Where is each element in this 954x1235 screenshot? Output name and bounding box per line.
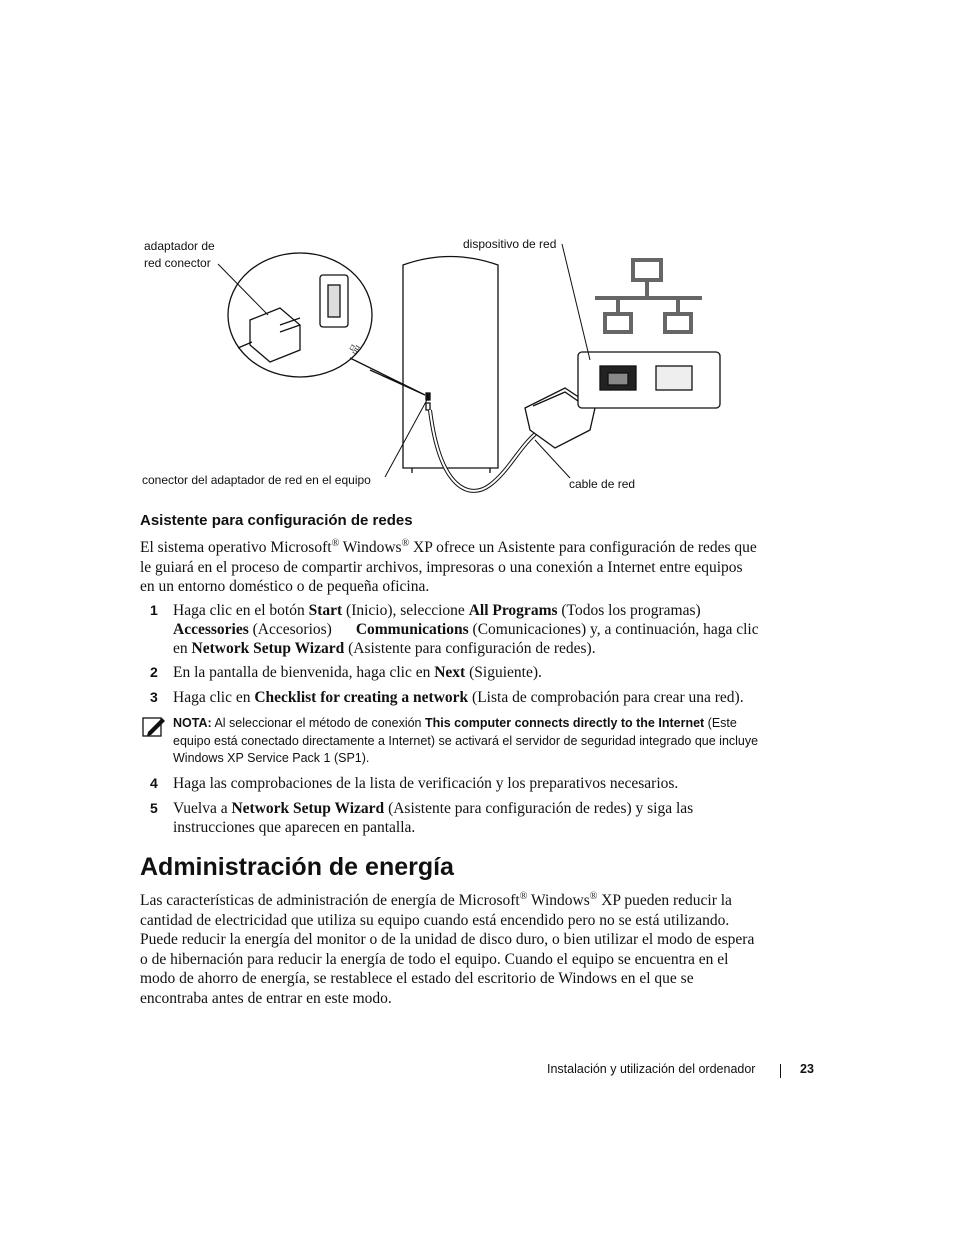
network-diagram-figure (140, 230, 740, 510)
power-paragraph: Las características de administración de energía de Microsoft® Windows® XP pueden reducir la cantidad de electricidad que utiliza su equipo cuando está encendido pero no se está utilizando. Puede reducir la energía del monitor o de la unidad de disco duro, o bien utilizar el modo de espera o de hibernación para reducir la energía de todo el equipo. Cuando el equipo se encuentra en el modo de ahorro de energía, se restablece el estado del escritorio de Windows en el que se encontraba antes de entrar en este modo. (140, 890, 755, 1007)
section-heading-wizard: Asistente para configuración de redes (140, 512, 413, 529)
note-label: NOTA: (173, 716, 212, 730)
label-adapter-line2: red conector (144, 256, 211, 270)
network-device-box (578, 352, 720, 408)
step-number: 1 (150, 602, 158, 618)
label-cable: cable de red (569, 477, 636, 491)
footer-title: Instalación y utilización del ordenador (547, 1062, 756, 1076)
label-adapter-line1: adaptador de (144, 239, 215, 253)
step-number: 4 (150, 775, 158, 791)
svg-text:品: 品 (348, 342, 363, 357)
network-illustration (140, 230, 740, 510)
step-number: 2 (150, 664, 158, 680)
label-network-device: dispositivo de red (463, 237, 557, 251)
footer-separator (780, 1064, 781, 1078)
network-topology-icon (595, 260, 702, 332)
label-connector: conector del adaptador de red en el equipo (142, 473, 371, 487)
page-number: 23 (800, 1062, 814, 1076)
computer-tower (403, 257, 498, 469)
step-number: 5 (150, 800, 158, 816)
wizard-intro: El sistema operativo Microsoft® Windows® XP ofrece un Asistente para configuración de redes que le guiará en el proceso de compartir archivos, impresoras o una conexión a Internet entre equipos en un entorno doméstico o de pequeña oficina. (140, 537, 757, 595)
section-heading-power: Administración de energía (140, 853, 454, 881)
pencil-note-icon (142, 715, 166, 737)
step-number: 3 (150, 689, 158, 705)
